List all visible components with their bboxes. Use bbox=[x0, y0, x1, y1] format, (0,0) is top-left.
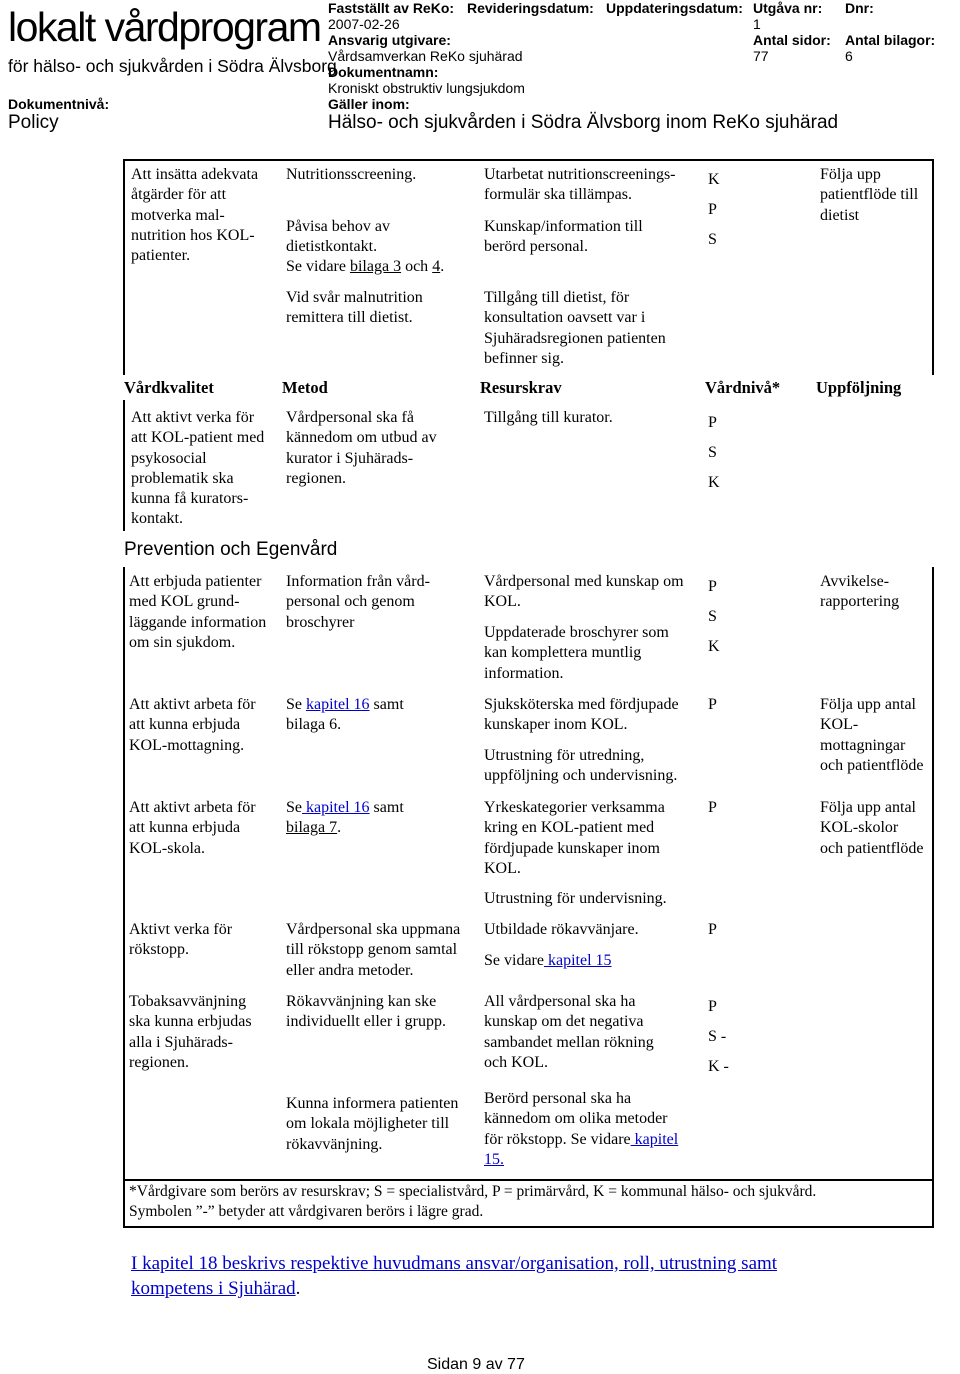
section-heading: Prevention och Egenvård bbox=[124, 539, 338, 560]
row6-quality: Aktivt verka för rökstopp. bbox=[129, 921, 233, 959]
row1-method-b: Påvisa behov av dietistkontakt. bbox=[286, 218, 390, 256]
kapitel-18-link-line2[interactable]: kompetens i Sjuhärad bbox=[131, 1278, 296, 1299]
row1-quality: Att insätta adekvata åtgärder för att motverka mal- nutrition hos KOL- patienter. bbox=[131, 166, 259, 265]
revidering-label: Revideringsdatum: bbox=[467, 0, 594, 16]
galler-value: Hälso- och sjukvården i Södra Älvsborg inom ReKo sjuhärad bbox=[328, 112, 839, 133]
row5-resource-b: Utrustning för undervisning. bbox=[484, 890, 667, 907]
row5-level: P bbox=[708, 799, 717, 816]
row2-resource: Tillgång till kurator. bbox=[484, 409, 613, 426]
dokumentniva-label: Dokumentnivå: bbox=[8, 96, 110, 112]
ansvarig-value: Vårdsamverkan ReKo sjuhärad bbox=[328, 48, 523, 64]
kapitel-16-link[interactable]: kapitel 16 bbox=[302, 799, 370, 816]
brand-title: lokalt vårdprogram bbox=[8, 4, 321, 50]
kapitel-18-link-line1[interactable]: I kapitel 18 beskrivs respektive huvudmans ansvar/organisation, roll, utrustning samt bbox=[131, 1253, 778, 1274]
kapitel-15-link-cont[interactable]: 15. bbox=[484, 1150, 504, 1168]
row7-method-b: Kunna informera patienten om lokala möjligheter till rökavvänjning. bbox=[286, 1095, 459, 1153]
row1-followup: Följa upp patientflöde till dietist bbox=[820, 166, 919, 224]
row4-resource-a: Sjuksköterska med fördjupade kunskaper inom KOL. bbox=[484, 696, 679, 734]
row3-followup: Avvikelse- rapportering bbox=[820, 573, 900, 611]
kapitel-15-link[interactable]: kapitel 15 bbox=[543, 952, 612, 969]
ansvarig-label: Ansvarig utgivare: bbox=[328, 32, 451, 48]
row2-method: Vårdpersonal ska få kännedom om utbud av kurator i Sjuhärads- regionen. bbox=[286, 409, 437, 487]
row6-resource-a: Utbildade rökavvänjare. bbox=[484, 921, 639, 938]
utgava-label: Utgåva nr: bbox=[753, 0, 823, 16]
row1-resource-c: Tillgång till dietist, för konsultation oavsett var i Sjuhäradsregionen patienten befinner sig. bbox=[484, 289, 666, 367]
row5-resource-a: Yrkeskategorier verksamma kring en KOL-patient med fördjupade kunskaper inom KOL. bbox=[484, 799, 665, 877]
row2-quality: Att aktivt verka för att KOL-patient med psykosocial problematik ska kunna få kurators- kontakt. bbox=[131, 409, 265, 528]
uppdatering-label: Uppdateringsdatum: bbox=[606, 0, 743, 16]
row7-resource-b: Berörd personal ska ha kännedom om olika metoder för rökstopp. Se vidare kapitel 15. bbox=[484, 1090, 679, 1168]
row7-method-a: Rökavvänjning kan ske individuellt eller i grupp. bbox=[286, 993, 446, 1031]
row6-method: Vårdpersonal ska uppmana till rökstopp genom samtal eller andra metoder. bbox=[286, 921, 461, 979]
column-header-resource: Resurskrav bbox=[480, 378, 562, 397]
row3-level: P S K bbox=[708, 578, 720, 655]
kapitel-15-link[interactable]: kapitel bbox=[630, 1130, 679, 1148]
column-header-quality: Vårdkvalitet bbox=[124, 378, 214, 397]
row4-resource-b: Utrustning för utredning, uppföljning och undervisning. bbox=[484, 747, 678, 785]
column-header-followup: Uppföljning bbox=[816, 378, 902, 397]
footnote: *Vårdgivare som berörs av resurskrav; S = specialistvård, P = primärvård, K = kommunal hälso- och sjukvård. Symbolen ”-” betyder att vårdgivaren berörs i lägre grad. bbox=[129, 1183, 817, 1220]
bilaga-3-link[interactable]: bilaga 3 bbox=[349, 258, 402, 275]
row1-level: K P S bbox=[708, 171, 720, 248]
row5-followup: Följa upp antal KOL-skolor och patientflöde bbox=[820, 799, 924, 857]
bilaga-4-link[interactable]: 4 bbox=[432, 258, 441, 275]
dokumentniva-value: Policy bbox=[8, 112, 59, 133]
row1-method-a: Nutritionsscreening. bbox=[286, 166, 417, 183]
antal-bilagor-label: Antal bilagor: bbox=[845, 32, 936, 48]
column-header-method: Metod bbox=[282, 378, 328, 397]
faststallt-label: Fastställt av ReKo: bbox=[328, 0, 455, 16]
kapitel-16-link[interactable]: kapitel 16 bbox=[306, 696, 370, 713]
row6-level: P bbox=[708, 921, 717, 938]
antal-sidor-value: 77 bbox=[753, 48, 769, 64]
kapitel-18-link[interactable] bbox=[131, 1251, 777, 1301]
row7-level: P S - K - bbox=[708, 998, 729, 1075]
row3-method: Information från vård- personal och genom broschyrer bbox=[286, 573, 430, 631]
row1-method-c: Se vidare bilaga 3 och 4. bbox=[286, 258, 445, 275]
dnr-label: Dnr: bbox=[845, 0, 874, 16]
row5-method: Se kapitel 16 samt bilaga 7. bbox=[286, 799, 404, 837]
row4-followup: Följa upp antal KOL- mottagningar och patientflöde bbox=[820, 696, 924, 774]
row4-method: Se kapitel 16 samt bilaga 6. bbox=[286, 696, 404, 734]
row6-resource-b: Se vidare kapitel 15 bbox=[484, 952, 612, 969]
dokumentnamn-value: Kroniskt obstruktiv lungsjukdom bbox=[328, 80, 525, 96]
bottom-link-suffix: . bbox=[295, 1278, 301, 1299]
row1-resource-a: Utarbetat nutritionscreenings- formulär ska tillämpas. bbox=[484, 166, 676, 204]
faststallt-value: 2007-02-26 bbox=[328, 16, 400, 32]
column-header-level: Vårdnivå* bbox=[705, 378, 781, 397]
row1-method-d: Vid svår malnutrition remittera till dietist. bbox=[286, 289, 423, 327]
utgava-value: 1 bbox=[753, 16, 761, 32]
row3-quality: Att erbjuda patienter med KOL grund- läggande information om sin sjukdom. bbox=[129, 573, 267, 651]
antal-bilagor-value: 6 bbox=[845, 48, 853, 64]
row3-resource-b: Uppdaterade broschyrer som kan komplettera muntlig information. bbox=[484, 624, 669, 682]
row5-quality: Att aktivt arbeta för att kunna erbjuda KOL-skola. bbox=[129, 799, 256, 857]
dokumentnamn-label: Dokumentnamn: bbox=[328, 64, 439, 80]
row4-quality: Att aktivt arbeta för att kunna erbjuda KOL-mottagning. bbox=[129, 696, 256, 754]
row7-quality: Tobaksavvänjning ska kunna erbjudas alla i Sjuhärads- regionen. bbox=[129, 993, 252, 1071]
antal-sidor-label: Antal sidor: bbox=[753, 32, 831, 48]
galler-label: Gäller inom: bbox=[328, 96, 410, 112]
bilaga-7-link[interactable]: bilaga 7 bbox=[286, 819, 338, 837]
brand-subtitle: för hälso- och sjukvården i Södra Älvsborg bbox=[8, 56, 337, 76]
row7-resource-a: All vårdpersonal ska ha kunskap om det negativa sambandet mellan rökning och KOL. bbox=[484, 993, 654, 1071]
row2-level: P S K bbox=[708, 414, 720, 491]
row4-level: P bbox=[708, 696, 717, 713]
row3-resource-a: Vårdpersonal med kunskap om KOL. bbox=[484, 573, 684, 611]
page-number: Sidan 9 av 77 bbox=[427, 1356, 525, 1373]
row1-resource-b: Kunskap/information till berörd personal. bbox=[484, 218, 643, 256]
